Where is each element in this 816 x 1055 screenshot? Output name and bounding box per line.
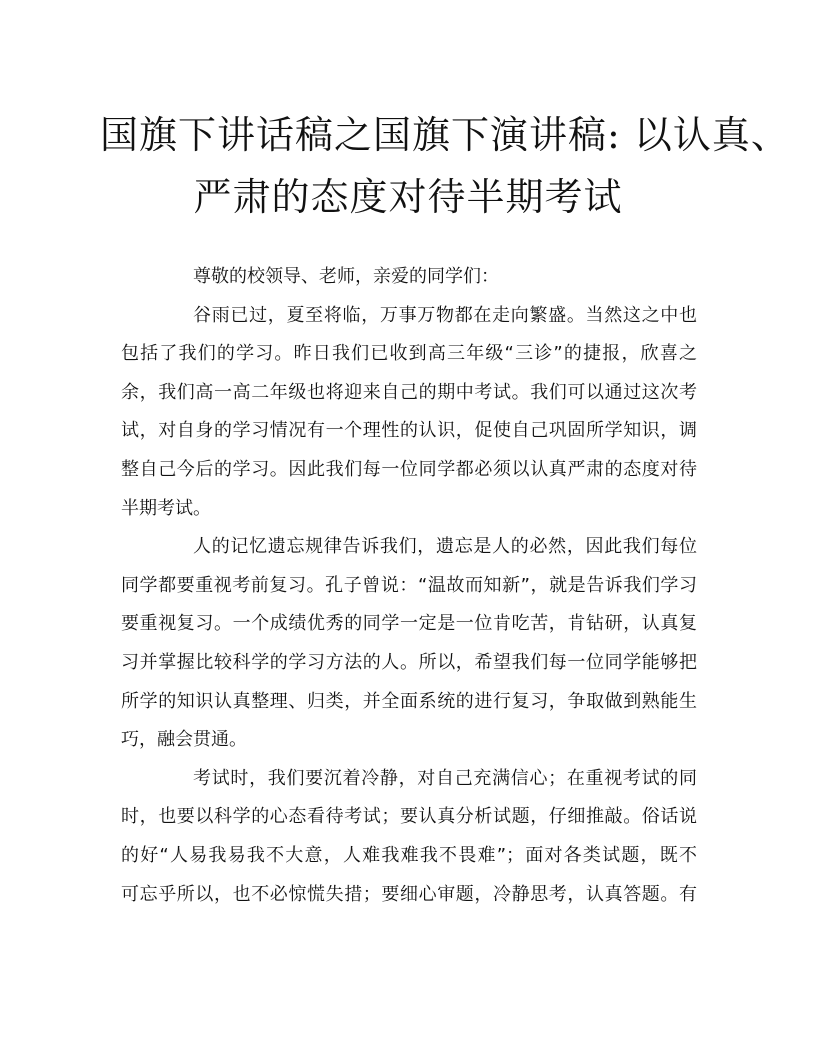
title-line: 国旗下讲话稿之国旗下演讲稿: 以认真、: [100, 113, 790, 157]
paragraph-line: 巧，融会贯通。: [121, 729, 247, 751]
paragraph-line: 时，也要以科学的心态看待考试；要认真分析试题，仔细推敲。俗话说: [121, 806, 697, 828]
paragraph: [121, 297, 697, 529]
title-line: 严肃的态度对待半期考试: [193, 175, 623, 219]
paragraph-line: 半期考试。: [121, 497, 211, 519]
paragraph-line: 整自己今后的学习。因此我们每一位同学都必须以认真严肃的态度对待: [121, 458, 697, 480]
salutation: 尊敬的校领导、老师，亲爱的同学们：: [193, 266, 499, 287]
paragraph-line: 考试时，我们要沉着冷静，对自己充满信心；在重视考试的同: [193, 767, 697, 789]
paragraph-line: 要重视复习。一个成绩优秀的同学一定是一位肯吃苦，肯钻研，认真复: [121, 613, 697, 635]
document-body: [121, 258, 697, 914]
paragraph-line: 同学都要重视考前复习。孔子曾说：“温故而知新”，就是告诉我们学习: [121, 574, 697, 596]
paragraph-line: 所学的知识认真整理、归类，并全面系统的进行复习，争取做到熟能生: [121, 690, 697, 712]
paragraph-line: 习并掌握比较科学的学习方法的人。所以，希望我们每一位同学能够把: [121, 651, 697, 673]
paragraph-line: 试，对自身的学习情况有一个理性的认识，促使自己巩固所学知识，调: [121, 420, 697, 442]
paragraph: [121, 760, 697, 914]
paragraph-line: 可忘乎所以，也不必惊慌失措；要细心审题，冷静思考，认真答题。有: [121, 883, 697, 905]
paragraph: [121, 528, 697, 760]
paragraph-line: 包括了我们的学习。昨日我们已收到高三年级“三诊”的捷报，欣喜之: [121, 343, 697, 365]
paragraph-line: 人的记忆遗忘规律告诉我们，遗忘是人的必然，因此我们每位: [193, 536, 697, 558]
paragraph-line: 余，我们高一高二年级也将迎来自己的期中考试。我们可以通过这次考: [121, 381, 697, 403]
paragraph-line: 谷雨已过，夏至将临，万事万物都在走向繁盛。当然这之中也: [193, 304, 697, 326]
document-title: [100, 104, 790, 228]
paragraph-line: 的好“人易我易我不大意，人难我难我不畏难”；面对各类试题，既不: [121, 844, 697, 866]
